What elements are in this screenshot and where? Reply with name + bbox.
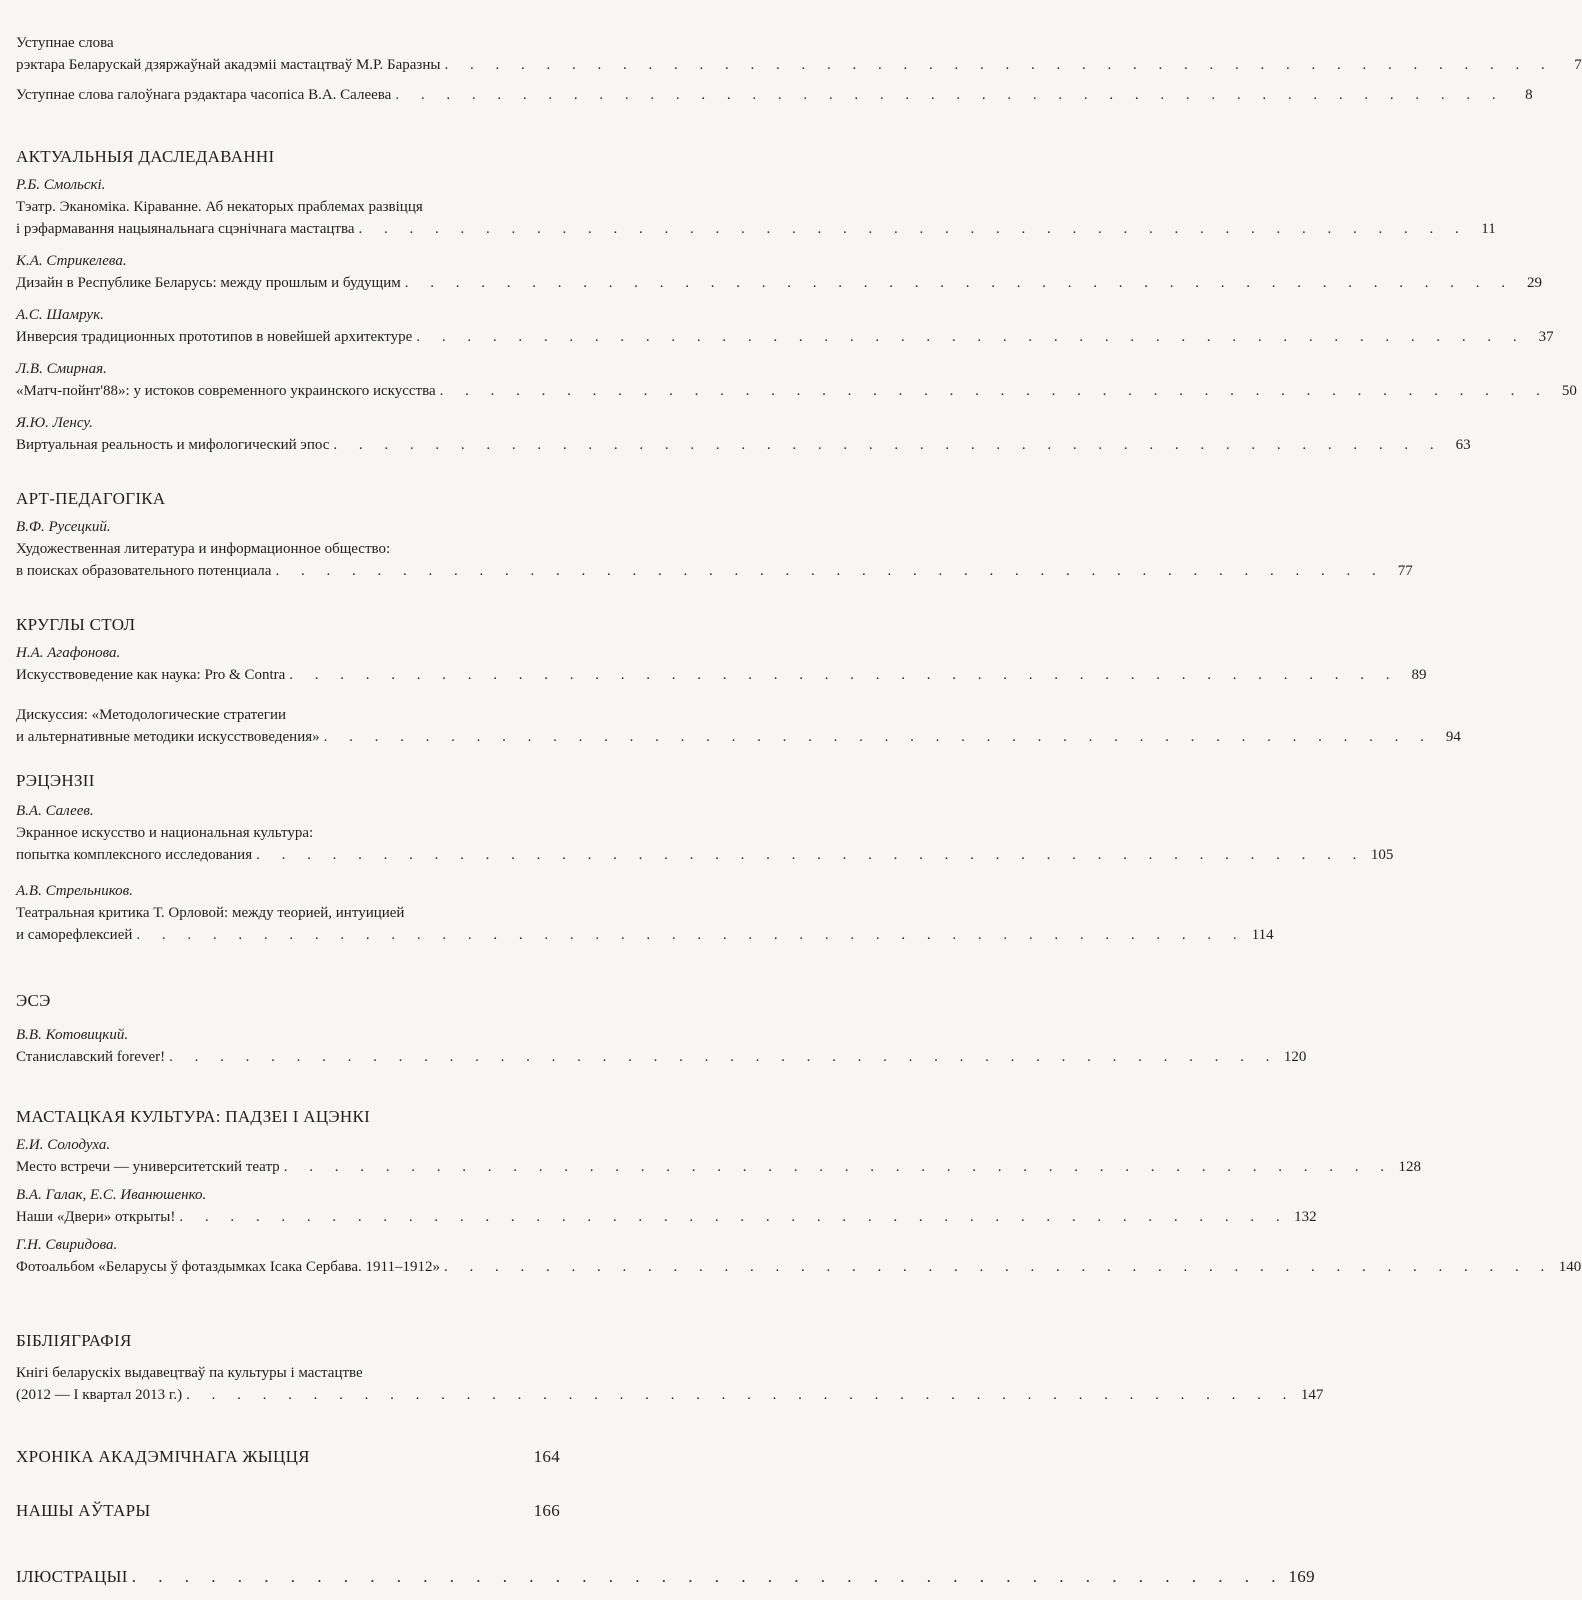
section-heading: ЭСЭ <box>16 991 51 1010</box>
entry-title: Уступнае слова галоўнага рэдактара часопіса В.А. Салеева <box>16 87 392 103</box>
toc-section-entry <box>16 1566 1315 1588</box>
dot-leader: . . . . . . . . . . . . . . . . . . . . . . . . . . . . . . . . . . . . . . . . . . . . <box>358 221 1468 237</box>
page-number: 77 <box>1397 563 1413 579</box>
entry-title: Искусствоведение как наука: Pro & Contra <box>16 667 286 683</box>
entry-title: Виртуальная реальность и мифологический эпос <box>16 437 330 453</box>
toc-entry-line <box>16 1206 1317 1228</box>
toc-entry-line <box>16 1046 1307 1068</box>
entry-title-line1: Театральная критика Т. Орловой: между теорией, интуицией <box>16 905 405 921</box>
entry-author: Н.А. Агафонова. <box>16 645 121 661</box>
toc-section-entry <box>16 1500 560 1522</box>
dot-leader: . . . . . . . . . . . . . . . . . . . . . . . . . . . . . . . . . . . . . . . . . . . . <box>256 847 1366 863</box>
entry-title-line1: Экранное искусство и национальная культура: <box>16 825 314 841</box>
section-heading: КРУГЛЫ СТОЛ <box>16 615 136 634</box>
toc-entry-line <box>16 326 1554 348</box>
section-heading: БІБЛІЯГРАФІЯ <box>16 1331 132 1350</box>
entry-title-line1: Тэатр. Эканоміка. Кіраванне. Аб некаторых праблемах развіцця <box>16 199 423 215</box>
toc-entry-line <box>16 844 1394 866</box>
section-heading: ІЛЮСТРАЦЫІ <box>16 1567 128 1586</box>
page-number: 8 <box>1525 87 1533 103</box>
entry-title: в поисках образовательного потенциала <box>16 563 272 579</box>
entry-author: Г.Н. Свиридова. <box>16 1237 118 1253</box>
page-number: 63 <box>1455 437 1471 453</box>
section-heading: РЭЦЭНЗІІ <box>16 771 95 790</box>
page-number: 164 <box>533 1447 560 1466</box>
page-number: 94 <box>1445 729 1461 745</box>
entry-author: К.А. Стрикелева. <box>16 253 127 269</box>
section-heading: ХРОНІКА АКАДЭМІЧНАГА ЖЫЦЦЯ <box>16 1447 310 1466</box>
toc-entry-line <box>16 1156 1421 1178</box>
page-number: 50 <box>1561 383 1577 399</box>
toc-entry-line <box>16 924 1274 946</box>
entry-author: Л.В. Смирная. <box>16 361 107 377</box>
toc-entry-line <box>16 54 1582 76</box>
entry-title: Станиславский forever! <box>16 1049 166 1065</box>
page-number: 105 <box>1370 847 1394 863</box>
dot-leader: . . . . . . . . . . . . . . . . . . . . . . . . . . . . . . . . . . . . . . . . . . . . <box>131 1567 1285 1586</box>
entry-author: А.С. Шамрук. <box>16 307 104 323</box>
page-number: 11 <box>1481 221 1496 237</box>
toc-entry-line <box>16 380 1577 402</box>
toc-entry-line <box>16 272 1542 294</box>
page-number: 37 <box>1538 329 1554 345</box>
page-number: 169 <box>1288 1567 1315 1586</box>
entry-author: Р.Б. Смольскі. <box>16 177 106 193</box>
section-heading: НАШЫ АЎТАРЫ <box>16 1501 151 1520</box>
toc-entry-line <box>16 84 1533 106</box>
entry-title: «Матч-пойнт'88»: у истоков современного украинского искусства <box>16 383 436 399</box>
entry-author: В.В. Котовицкий. <box>16 1027 129 1043</box>
entry-title: попытка комплексного исследования <box>16 847 253 863</box>
dot-leader: . . . . . . . . . . . . . . . . . . . . . . . . . . . . . . . . . . . . . . . . . . . . <box>136 927 1246 943</box>
dot-leader: . . . . . . . . . . . . . . . . . . . . . . . . . . . . . . . . . . . . . . . . . . . . <box>395 87 1505 103</box>
page-number: 132 <box>1294 1209 1317 1225</box>
entry-title: и альтернативные методики искусствоведения» <box>16 729 320 745</box>
page-number: 7 <box>1574 57 1582 73</box>
page-number: 89 <box>1411 667 1427 683</box>
dot-leader: . . . . . . . . . . . . . . . . . . . . . . . . . . . . . . . . . . . . . . . . . . . . <box>444 1259 1554 1275</box>
dot-leader: . . . . . . . . . . . . . . . . . . . . . . . . . . . . . . . . . . . . . . . . . . . . <box>186 1387 1296 1403</box>
dot-leader: . . . . . . . . . . . . . . . . . . . . . . . . . . . . . . . . . . . . . . . . . . . . <box>404 275 1514 291</box>
dot-leader: . . . . . . . . . . . . . . . . . . . . . . . . . . . . . . . . . . . . . . . . . . . . <box>416 329 1526 345</box>
page-number: 128 <box>1398 1159 1421 1175</box>
toc-entry-line <box>16 664 1427 686</box>
dot-leader: . . . . . . . . . . . . . . . . . . . . . . . . . . . . . . . . . . . . . . . . . . . . <box>289 667 1399 683</box>
entry-title-line1: Дискуссия: «Методологические стратегии <box>16 707 287 723</box>
page-number: 147 <box>1300 1387 1324 1403</box>
entry-title: и саморефлексией <box>16 927 133 943</box>
toc-entry-line <box>16 1384 1324 1406</box>
section-heading: МАСТАЦКАЯ КУЛЬТУРА: ПАДЗЕІ І АЦЭНКІ <box>16 1107 371 1126</box>
entry-author: Я.Ю. Ленсу. <box>16 415 93 431</box>
entry-title: Место встречи — университетский театр <box>16 1159 280 1175</box>
entry-title-line1: Уступнае слова <box>16 35 114 51</box>
dot-leader: . . . . . . . . . . . . . . . . . . . . . . . . . . . . . . . . . . . . . . . . . . . . <box>439 383 1549 399</box>
page-number: 29 <box>1527 275 1542 291</box>
dot-leader: . . . . . . . . . . . . . . . . . . . . . . . . . . . . . . . . . . . . . . . . . . . . <box>283 1159 1393 1175</box>
toc-entry-line <box>16 1256 1582 1278</box>
entry-title: Наши «Двери» открыты! <box>16 1209 176 1225</box>
entry-author: В.А. Галак, Е.С. Иванюшенко. <box>16 1187 207 1203</box>
page-number: 140 <box>1558 1259 1582 1275</box>
dot-leader: . . . . . . . . . . . . . . . . . . . . . . . . . . . . . . . . . . . . . . . . . . . . <box>333 437 1443 453</box>
dot-leader: . . . . . . . . . . . . . . . . . . . . . . . . . . . . . . . . . . . . . . . . . . . . <box>169 1049 1279 1065</box>
toc-section-entry <box>16 1446 560 1468</box>
toc-entry-line <box>16 726 1461 748</box>
entry-title: і рэфармавання нацыянальнага сцэнічнага мастацтва <box>16 221 355 237</box>
toc-entry-line <box>16 560 1413 582</box>
dot-leader: . . . . . . . . . . . . . . . . . . . . . . . . . . . . . . . . . . . . . . . . . . . . <box>275 563 1385 579</box>
entry-author: А.В. Стрельников. <box>16 883 133 899</box>
page-number: 114 <box>1251 927 1274 943</box>
entry-title-line1: Кнігі беларускіх выдавецтваў па культуры і мастацтве <box>16 1365 363 1381</box>
page-number: 120 <box>1283 1049 1307 1065</box>
entry-title: рэктара Беларускай дзяржаўнай акадэміі мастацтваў М.Р. Баразны <box>16 57 441 73</box>
dot-leader: . . . . . . . . . . . . . . . . . . . . . . . . . . . . . . . . . . . . . . . . . . . . <box>444 57 1554 73</box>
section-heading: АРТ-ПЕДАГОГІКА <box>16 489 166 508</box>
entry-title: Фотоальбом «Беларусы ў фотаздымках Ісака Сербава. 1911–1912» <box>16 1259 440 1275</box>
toc-entry-line <box>16 434 1471 456</box>
entry-title: Дизайн в Республике Беларусь: между прошлым и будущим <box>16 275 401 291</box>
toc-entry-line <box>16 218 1496 240</box>
entry-author: В.А. Салеев. <box>16 803 94 819</box>
page-number: 166 <box>533 1501 560 1520</box>
dot-leader: . . . . . . . . . . . . . . . . . . . . . . . . . . . . . . . . . . . . . . . . . . . . <box>323 729 1433 745</box>
section-heading: АКТУАЛЬНЫЯ ДАСЛЕДАВАННІ <box>16 147 275 166</box>
entry-title-line1: Художественная литература и информационное общество: <box>16 541 391 557</box>
entry-title: Инверсия традиционных прототипов в новейшей архитектуре <box>16 329 413 345</box>
entry-author: В.Ф. Русецкий. <box>16 519 111 535</box>
entry-author: Е.И. Солодуха. <box>16 1137 111 1153</box>
dot-leader: . . . . . . . . . . . . . . . . . . . . . . . . . . . . . . . . . . . . . . . . . . . . <box>179 1209 1289 1225</box>
entry-title: (2012 — I квартал 2013 г.) <box>16 1387 183 1403</box>
